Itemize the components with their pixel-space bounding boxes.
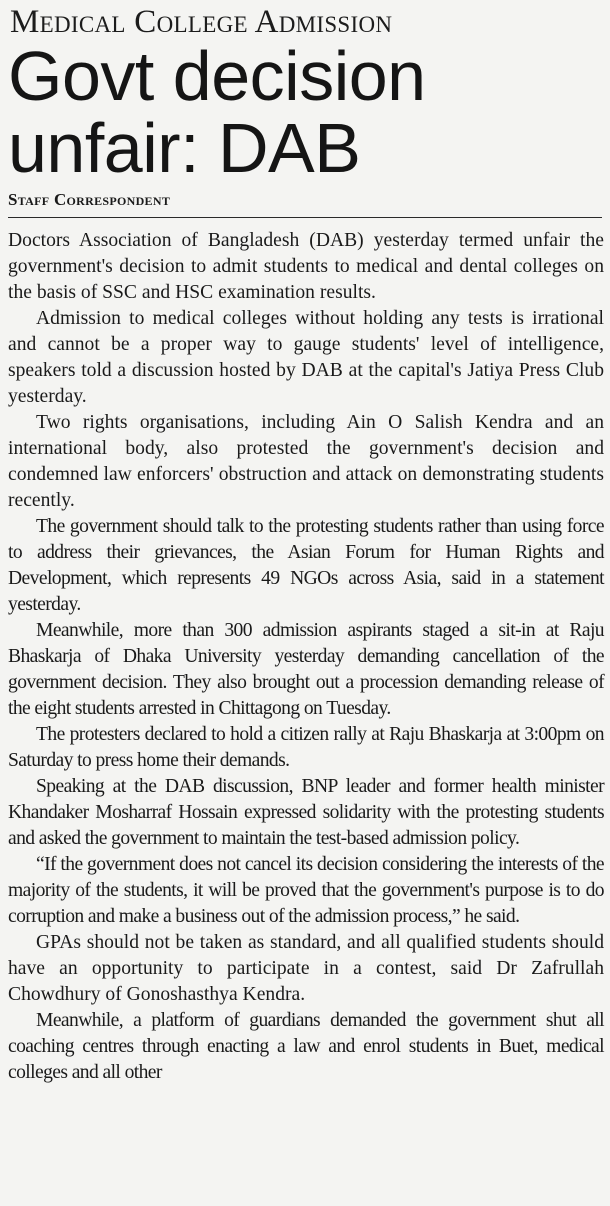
headline-line-2: unfair: DAB	[8, 109, 361, 187]
paragraph-1: Doctors Association of Bangladesh (DAB) yesterday termed unfair the government's decision to admit students to medical and dental colleges on the basis of SSC and HSC examination results.	[8, 230, 604, 303]
paragraph-5: Meanwhile, more than 300 admission aspirants staged a sit-in at Raju Bhaskarja of Dhaka University yesterday demanding cancellation of the government decision. They also brought out a procession demanding release of the eight students arrested in Chittagong on Tuesday.	[8, 620, 604, 719]
paragraph-4: The government should talk to the protesting students rather than using force to address their grievances, the Asian Forum for Human Rights and Development, which represents 49 NGOs across Asia, said in a statement yesterday.	[8, 516, 604, 615]
byline-divider	[8, 217, 602, 218]
paragraph-10: Meanwhile, a platform of guardians demanded the government shut all coaching centres through enacting a law and enrol students in Buet, medical colleges and all other	[8, 1010, 604, 1083]
paragraph-9: GPAs should not be taken as standard, and all qualified students should have an opportunity to participate in a contest, said Dr Zafrullah Chowdhury of Gonoshasthya Kendra.	[8, 932, 604, 1005]
paragraph-3: Two rights organisations, including Ain O Salish Kendra and an international body, also protested the government's decision and condemned law enforcers' obstruction and attack on demonstrating students recently.	[8, 412, 604, 511]
paragraph-6: The protesters declared to hold a citizen rally at Raju Bhaskarja at 3:00pm on Saturday to press home their demands.	[8, 724, 604, 771]
headline-line-1: Govt decision	[8, 37, 426, 115]
paragraph-8: “If the government does not cancel its decision considering the interests of the majority of the students, it will be proved that the government's purpose is to do corruption and make a business out of the admission process,” he said.	[8, 854, 604, 927]
headline	[8, 37, 604, 187]
news-article	[0, 4, 610, 1206]
paragraph-7: Speaking at the DAB discussion, BNP leader and former health minister Khandaker Mosharraf Hossain expressed solidarity with the protesting students and asked the government to maintain the test-based admission policy.	[8, 776, 604, 849]
article-body	[8, 228, 604, 1086]
section-kicker: Medical College Admission	[10, 4, 393, 40]
paragraph-2: Admission to medical colleges without holding any tests is irrational and cannot be a proper way to gauge students' level of intelligence, speakers told a discussion hosted by DAB at the capital's Jatiya Press Club yesterday.	[8, 308, 604, 407]
byline: Staff Correspondent	[8, 190, 171, 209]
